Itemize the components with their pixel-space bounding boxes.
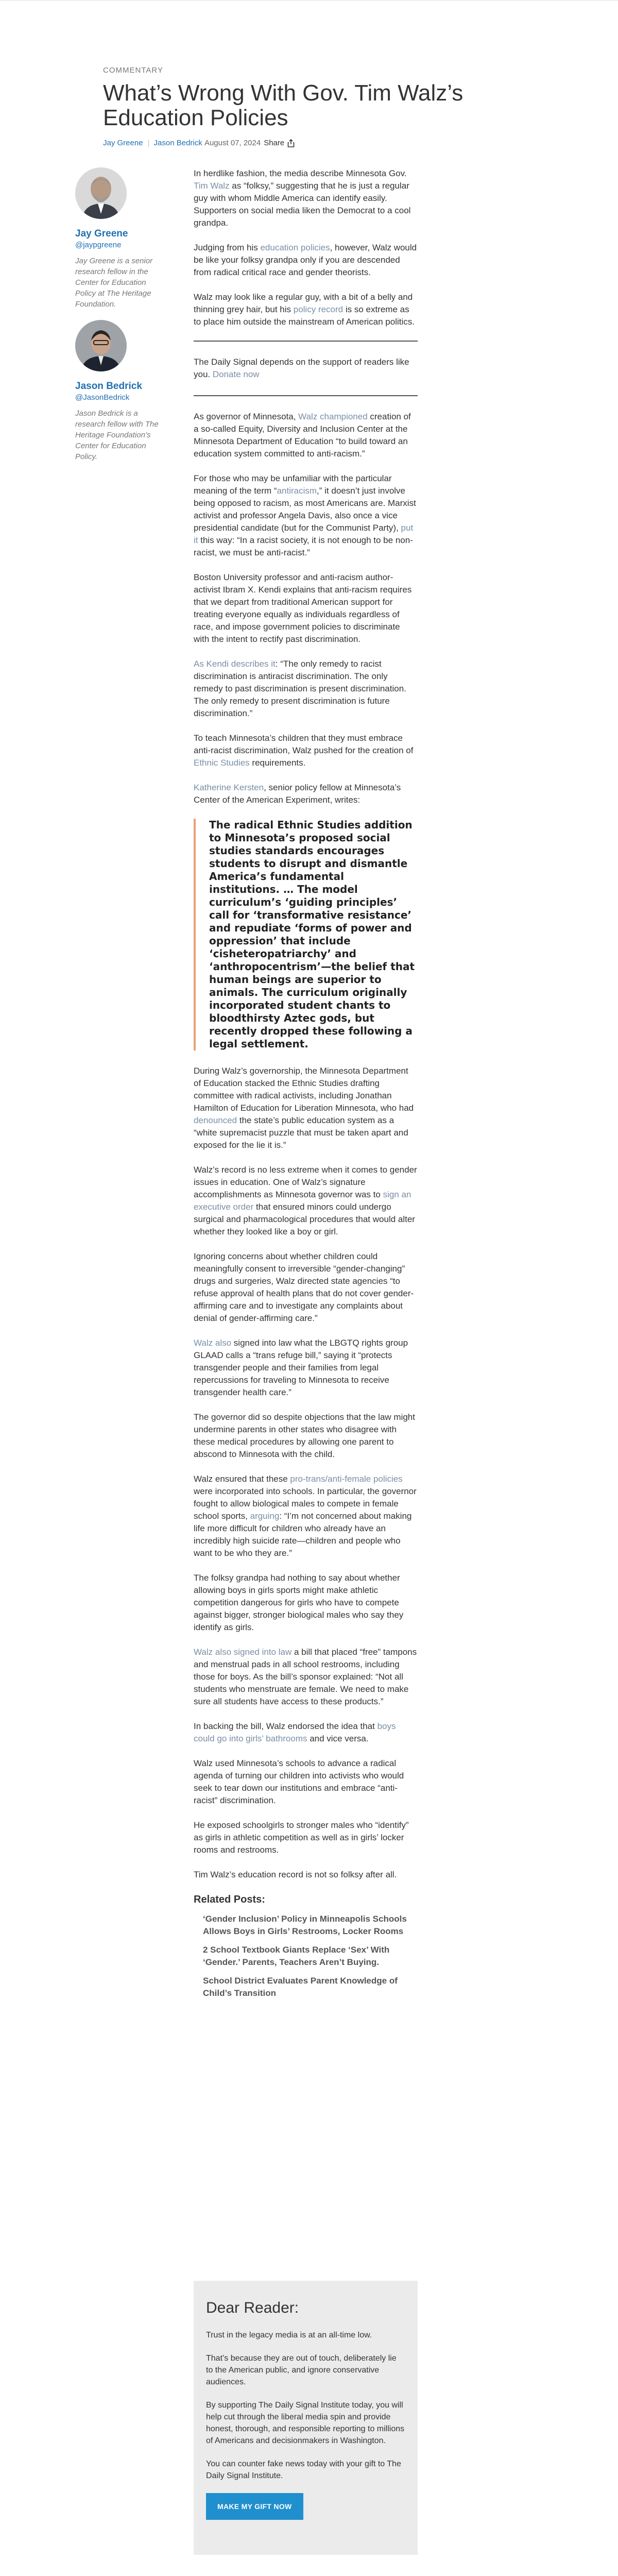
paragraph: He exposed schoolgirls to stronger males who “identify” as girls in athletic competition as well as in girls’ locker rooms and restrooms. xyxy=(194,1820,409,1855)
inline-link[interactable]: boys could go into girls’ bathrooms xyxy=(194,1721,396,1743)
inline-link[interactable]: Walz championed xyxy=(298,412,368,421)
inline-link[interactable]: Tim Walz xyxy=(194,181,230,191)
inline-link[interactable]: Katherine Kersten xyxy=(194,783,264,792)
paragraph: Walz also signed into law what the LBGTQ rights group GLAAD calls a “trans refuge bill,” saying it “protects transgender people and their families from legal repercussions for traveling to Minnesota to receive transgender health care.” xyxy=(194,1338,408,1397)
author-card xyxy=(75,167,168,310)
donate-link[interactable]: Donate now xyxy=(212,369,260,379)
paragraph: During Walz’s governorship, the Minnesota Department of Education stacked the Ethnic Studies drafting committee with radical activists, including Jonathan Hamilton of Education for Liberation Minnesota, who had denounced the state’s public education system as a “white supremacist puzzle that must be taken apart and exposed for the lie it is.” xyxy=(194,1066,414,1150)
paragraph: Boston University professor and anti-racism author-activist Ibram X. Kendi explains that anti-racism requires that we depart from traditional American support for treating everyone equally as individuals regardless of race, and impose government policies to discriminate with the intent to rectify past discrimination. xyxy=(194,572,412,644)
article-header xyxy=(103,66,474,147)
author-name[interactable]: Jason Bedrick xyxy=(75,381,142,392)
share-label: Share xyxy=(264,139,285,147)
paragraph: Tim Walz’s education record is not so folksy after all. xyxy=(194,1870,397,1879)
pull-quote: The radical Ethnic Studies addition to Minnesota’s proposed social studies standards encourages students to disrupt and dismantle America’s fundamental institutions. … The model curriculum’s ‘guiding principles’ call for ‘transformative resistance’ and repudiate ‘forms of power and oppression’ that include ‘cisheteropatriarchy’ and ‘anthropocentrism’—the belief that human beings are superior to animals. The curriculum originally incorporated student chants to bloodthirsty Aztec gods, but recently dropped these following a legal settlement. xyxy=(194,819,418,1050)
related-post-link[interactable]: School District Evaluates Parent Knowledge of Child’s Transition xyxy=(203,1976,398,1998)
author-photo-icon xyxy=(75,320,127,371)
paragraph: Judging from his education policies, however, Walz would be like your folksy grandpa only if you are descended from radical critical race and gender theorists. xyxy=(194,243,417,277)
inline-link[interactable]: denounced xyxy=(194,1115,237,1125)
article-title: What’s Wrong With Gov. Tim Walz’s Education Policies xyxy=(103,80,464,130)
author-handle[interactable]: @JasonBedrick xyxy=(75,393,130,402)
inline-link[interactable]: Ethnic Studies xyxy=(194,758,250,768)
dear-reader-text: You can counter fake news today with your gift to The Daily Signal Institute. xyxy=(206,2460,401,2480)
paragraph: For those who may be unfamiliar with the particular meaning of the term “antiracism,” it doesn’t just involve being opposed to racism, as most Americans are. Marxist activist and professor Angela Davis, also once a vice presidential candidate (but for the Communist Party), put it this way: “In a racist society, it is not enough to be non-racist, we must be anti-racist.” xyxy=(194,473,416,557)
top-border xyxy=(0,0,618,1)
related-posts-heading: Related Posts: xyxy=(194,1894,265,1905)
inline-link[interactable]: Walz also xyxy=(194,1338,232,1348)
inline-link[interactable]: arguing xyxy=(250,1511,280,1521)
author-card xyxy=(75,320,168,462)
dear-reader-text: Trust in the legacy media is at an all-time low. xyxy=(206,2331,372,2340)
byline-date: August 07, 2024 xyxy=(204,139,261,147)
paragraph: Walz’s record is no less extreme when it comes to gender issues in education. One of Walz’s signature accomplishments as Minnesota governor was to sign an executive order that ensured minors could undergo surgical and pharmacological procedures that would alter whether they looked like a boy or girl. xyxy=(194,1165,417,1236)
paragraph: The governor did so despite objections that the law might undermine parents in other states who disagree with these medical procedures by allowing one parent to abscond to Minnesota with the child. xyxy=(194,1412,415,1459)
related-post-link[interactable]: 2 School Textbook Giants Replace ‘Sex’ With ‘Gender.’ Parents, Teachers Aren’t Buying. xyxy=(203,1945,390,1967)
related-post-link[interactable]: ‘Gender Inclusion’ Policy in Minneapolis Schools Allows Boys in Girls’ Restrooms, Locker Rooms xyxy=(203,1914,407,1936)
paragraph: Walz ensured that these pro-trans/anti-female policies were incorporated into schools. In particular, the governor fought to allow biological males to compete in female school sports, arguing: “I’m not concerned about making life more difficult for children who already have an incredibly high suicide rate—children and people who want to be who they are.” xyxy=(194,1474,417,1558)
byline xyxy=(103,139,474,147)
paragraph: In herdlike fashion, the media describe Minnesota Gov. Tim Walz as “folksy,” suggesting that he is just a regular guy with whom Middle America can identify easily. Supporters on social media liken the Democrat to a cool grandpa. xyxy=(194,168,411,228)
donation-notice: The Daily Signal depends on the support of readers like you. Donate now xyxy=(194,341,418,396)
dear-reader-panel xyxy=(194,2281,418,2555)
paragraph: The folksy grandpa had nothing to say about whether allowing boys in girls sports might make athletic competition dangerous for girls who have to compete against bigger, stronger biological males who say they identify as girls. xyxy=(194,1573,404,1632)
paragraph: Katherine Kersten, senior policy fellow at Minnesota’s Center of the American Experiment, writes: xyxy=(194,783,401,805)
inline-link[interactable]: sign an executive order xyxy=(194,1190,411,1212)
inline-link[interactable]: As Kendi describes it xyxy=(194,659,276,669)
share-icon xyxy=(287,139,295,147)
byline-author-2[interactable]: Jason Bedrick xyxy=(153,139,202,147)
author-sidebar xyxy=(75,167,168,472)
author-photo-icon xyxy=(75,167,127,219)
paragraph: Ignoring concerns about whether children could meaningfully consent to irreversible “gender-changing” drugs and surgeries, Walz directed state agencies “to refuse approval of health plans that do not cover gender-affirming care and to investigate any complaints about denial of gender-affirming care.” xyxy=(194,1251,414,1323)
article-body xyxy=(194,167,418,2018)
paragraph: In backing the bill, Walz endorsed the idea that boys could go into girls’ bathrooms and vice versa. xyxy=(194,1721,396,1743)
avatar[interactable] xyxy=(75,167,127,219)
avatar[interactable] xyxy=(75,320,127,371)
related-posts-list xyxy=(194,1913,418,1999)
byline-author-1[interactable]: Jay Greene xyxy=(103,139,143,147)
inline-link[interactable]: education policies xyxy=(260,243,330,252)
dear-reader-title: Dear Reader: xyxy=(206,2299,299,2316)
author-name[interactable]: Jay Greene xyxy=(75,228,128,239)
make-gift-button[interactable]: MAKE MY GIFT NOW xyxy=(206,2493,303,2520)
byline-divider xyxy=(148,140,149,147)
share-button[interactable] xyxy=(264,139,295,147)
paragraph: To teach Minnesota’s children that they must embrace anti-racist discrimination, Walz pushed for the creation of Ethnic Studies requirements. xyxy=(194,733,414,768)
dear-reader-text: That’s because they are out of touch, deliberately lie to the American public, and ignore conservative audiences. xyxy=(206,2354,397,2386)
paragraph: As governor of Minnesota, Walz championed creation of a so-called Equity, Diversity and Inclusion Center at the Minnesota Department of Education “to build toward an education system committed to anti-racism.” xyxy=(194,412,411,459)
inline-link[interactable]: policy record xyxy=(293,304,344,314)
author-handle[interactable]: @jaypgreene xyxy=(75,241,122,249)
paragraph: Walz used Minnesota’s schools to advance a radical agenda of turning our children into activists who would seek to tear down our institutions and embrace “anti-racist” discrimination. xyxy=(194,1758,404,1805)
inline-link[interactable]: Walz also signed into law xyxy=(194,1647,292,1657)
paragraph: Walz may look like a regular guy, with a bit of a belly and thinning grey hair, but his policy record is so extreme as to place him outside the mainstream of American politics. xyxy=(194,292,415,327)
paragraph: As Kendi describes it: “The only remedy to racist discrimination is antiracist discrimination. The only remedy to past discrimination is present discrimination. The only remedy to present discrimination is future discrimination.” xyxy=(194,659,406,718)
paragraph: Walz also signed into law a bill that placed “free” tampons and menstrual pads in all school restrooms, including those for boys. As the bill’s sponsor explained: “Not all students who menstruate are female. We need to make sure all students have access to these products.” xyxy=(194,1647,417,1706)
inline-link[interactable]: antiracism xyxy=(277,486,317,496)
inline-link[interactable]: put it xyxy=(194,523,414,545)
category-label[interactable]: COMMENTARY xyxy=(103,66,163,75)
author-bio: Jay Greene is a senior research fellow in the Center for Education Policy at The Heritage Foundation. xyxy=(75,257,153,309)
inline-link[interactable]: pro-trans/anti-female policies xyxy=(290,1474,403,1484)
dear-reader-text: By supporting The Daily Signal Institute today, you will help cut through the liberal media spin and provide honest, thorough, and responsible reporting to millions of Americans and decisionmakers in Washington. xyxy=(206,2401,405,2445)
author-bio: Jason Bedrick is a research fellow with The Heritage Foundation’s Center for Education Policy. xyxy=(75,409,159,461)
